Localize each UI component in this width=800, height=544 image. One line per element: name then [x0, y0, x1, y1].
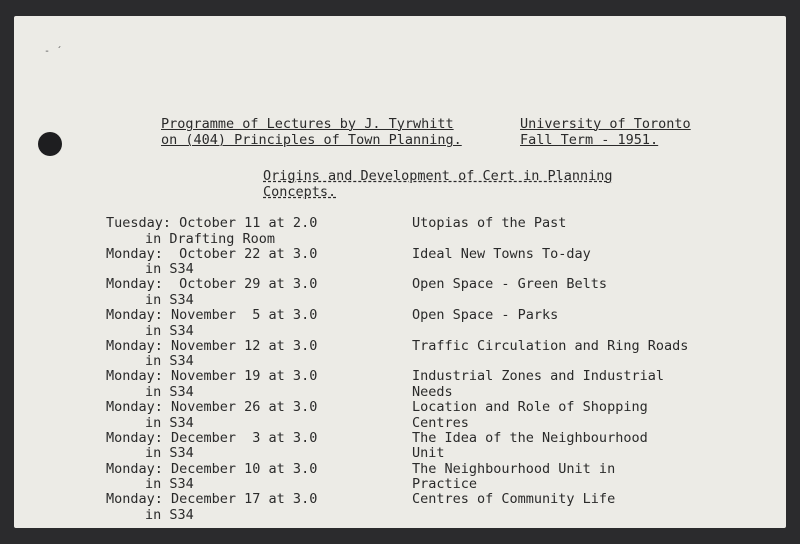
header-right: [520, 116, 691, 148]
lecture-room: in S34: [145, 261, 194, 278]
lecture-date: Monday: December 10 at 3.0: [106, 460, 318, 477]
lecture-row: [14, 339, 786, 370]
subtitle: [263, 168, 613, 200]
header-title-line1: Programme of Lectures by J. Tyrwhitt: [161, 116, 454, 132]
lecture-date: Monday: November 5 at 3.0: [106, 307, 318, 324]
lecture-topic: The Neighbourhood Unit in Practice: [412, 460, 616, 492]
term-label: Fall Term - 1951.: [520, 132, 659, 148]
lecture-room: in S34: [145, 414, 194, 431]
lecture-room: in Drafting Room: [145, 230, 276, 247]
lecture-date: Monday: December 3 at 3.0: [106, 429, 318, 446]
lecture-room: in S34: [145, 383, 194, 400]
lecture-room: in S34: [145, 445, 194, 462]
lecture-date: Tuesday: October 11 at 2.0: [106, 215, 318, 231]
lecture-row: [14, 216, 786, 247]
lecture-room: in S34: [145, 322, 194, 339]
punch-hole: [38, 132, 62, 156]
lecture-room: in S34: [145, 476, 194, 492]
lecture-room: in S34: [145, 353, 194, 370]
lecture-list: [14, 216, 786, 523]
lecture-date: Monday: October 29 at 3.0: [106, 276, 318, 293]
lecture-topic: Location and Role of Shopping Centres: [412, 399, 648, 431]
lecture-room: in S34: [145, 291, 194, 308]
header-title-line2: on (404) Principles of Town Planning.: [161, 132, 462, 148]
lecture-row: [14, 308, 786, 339]
lecture-date: Monday: November 26 at 3.0: [106, 399, 318, 416]
subtitle-line2: Concepts.: [263, 184, 337, 200]
lecture-row: [14, 462, 786, 493]
lecture-row: [14, 431, 786, 462]
university-name: University of Toronto: [520, 116, 691, 132]
lecture-topic: The Idea of the Neighbourhood Unit: [412, 429, 648, 462]
lecture-topic: Traffic Circulation and Ring Roads: [412, 337, 689, 354]
document-page: [14, 16, 786, 528]
header-left: [161, 116, 462, 148]
subtitle-line1: Origins and Development of Cert in Planning: [263, 168, 613, 184]
lecture-row: [14, 492, 786, 523]
lecture-date: Monday: November 19 at 3.0: [106, 368, 318, 385]
lecture-room: in S34: [145, 506, 194, 523]
lecture-topic: Utopias of the Past: [412, 215, 567, 231]
lecture-topic: Ideal New Towns To-day: [412, 245, 591, 262]
lecture-date: Monday: November 12 at 3.0: [106, 337, 318, 354]
lecture-topic: Open Space - Green Belts: [412, 276, 608, 293]
lecture-row: [14, 369, 786, 400]
lecture-topic: Open Space - Parks: [412, 307, 559, 324]
lecture-date: Monday: October 22 at 3.0: [106, 245, 318, 262]
lecture-topic: Centres of Community Life: [412, 491, 616, 508]
lecture-topic: Industrial Zones and Industrial Needs: [412, 368, 664, 400]
lecture-row: [14, 400, 786, 431]
lecture-date: Monday: December 17 at 3.0: [106, 491, 318, 508]
lecture-row: [14, 247, 786, 278]
pencil-mark: - ´: [44, 46, 63, 57]
lecture-row: [14, 277, 786, 308]
